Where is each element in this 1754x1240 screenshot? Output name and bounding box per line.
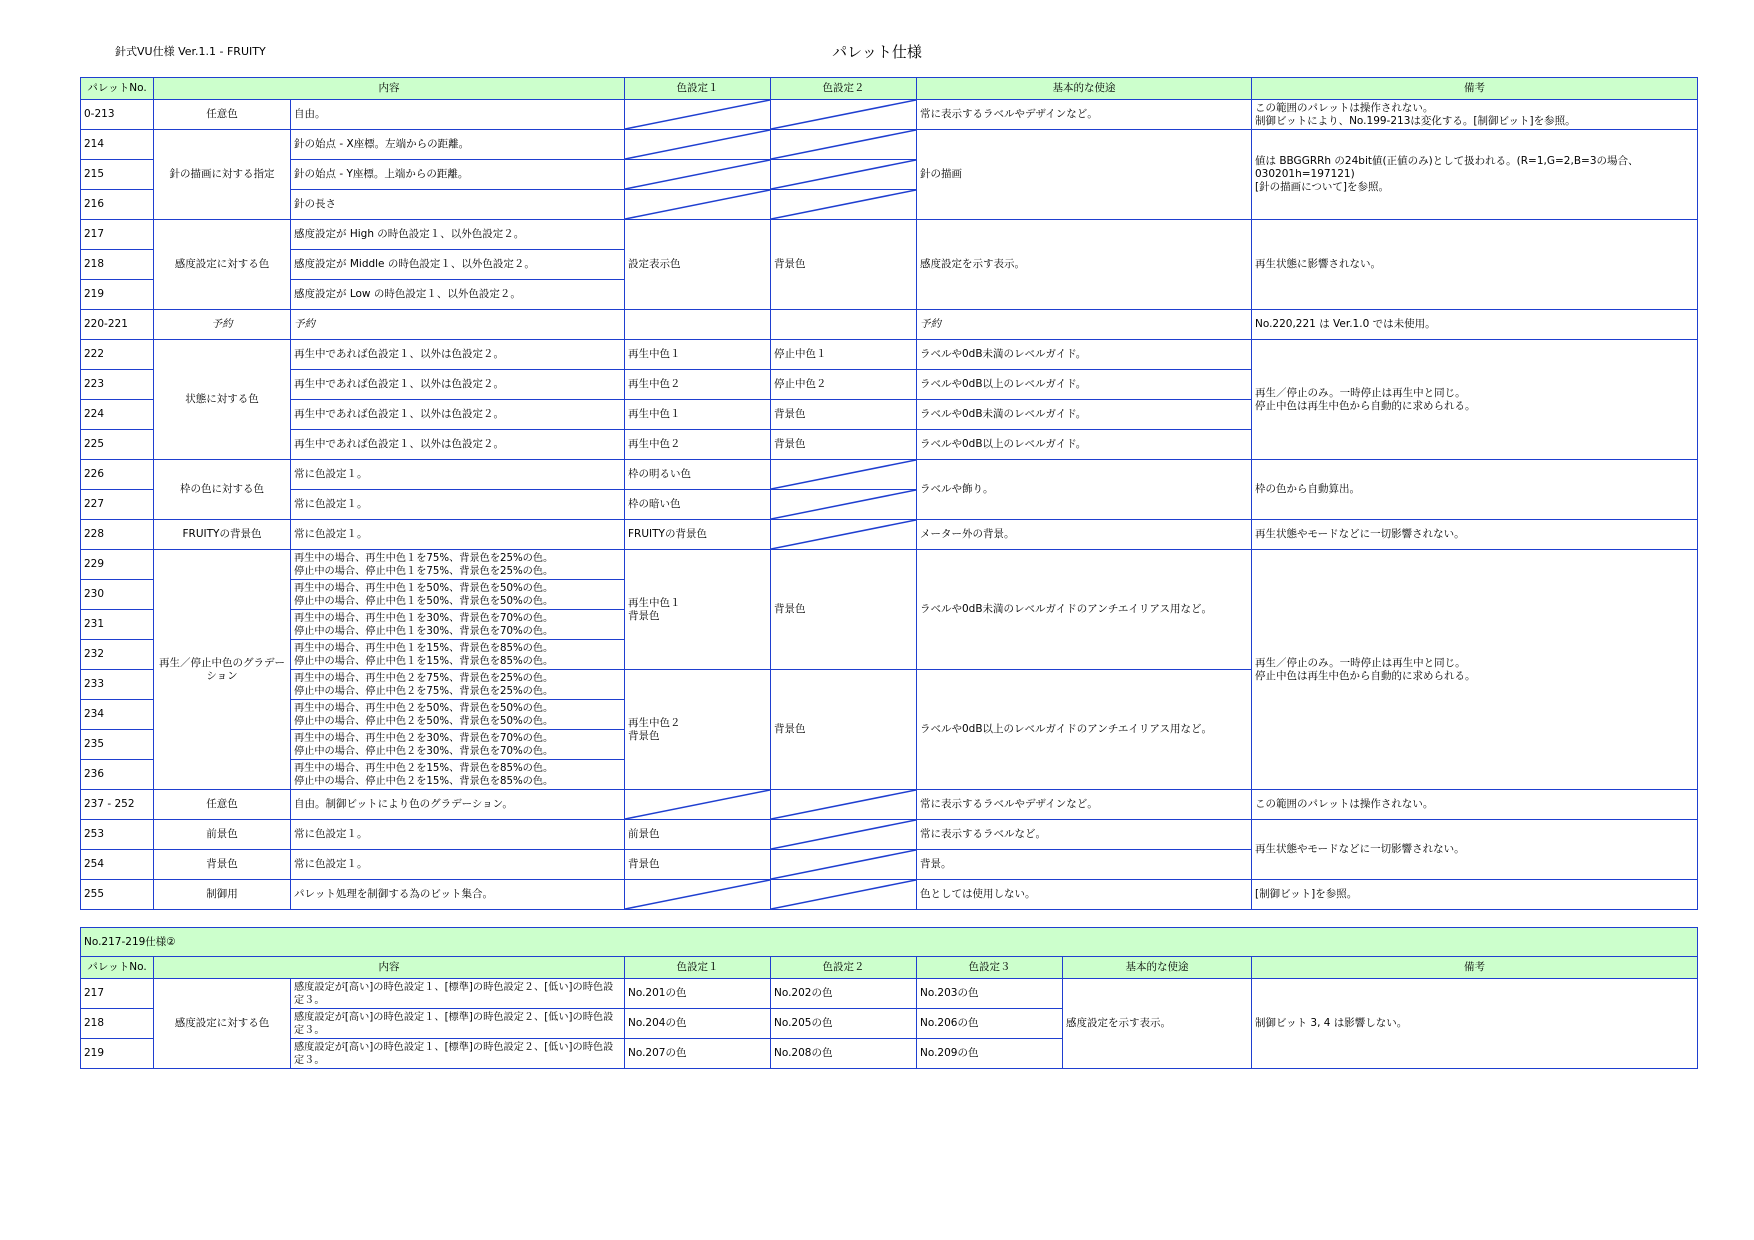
header-color-3: 色設定３: [917, 957, 1063, 979]
usage-cell: 背景。: [917, 850, 1252, 880]
usage-cell: 色としては使用しない。: [917, 880, 1252, 910]
table-row: [81, 550, 1698, 580]
remarks-cell: No.220,221 は Ver.1.0 では未使用。: [1252, 310, 1698, 340]
content-cell: 再生中の場合、再生中色２を75%、背景色を25%の色。 停止中の場合、停止中色２を75%、背景色を25%の色。: [291, 670, 625, 700]
color-2-cell: No.205の色: [771, 1009, 917, 1039]
palette-spec-table: [80, 77, 1698, 910]
group-label: 再生／停止中色のグラデーション: [154, 550, 291, 790]
content-cell: 常に色設定１。: [291, 460, 625, 490]
empty-cell: [625, 880, 771, 910]
usage-cell: ラベルや0dB未満のレベルガイド。: [917, 400, 1252, 430]
table-row: [81, 100, 1698, 130]
color-1-cell: No.201の色: [625, 979, 771, 1009]
usage-cell: 感度設定を示す表示。: [917, 220, 1252, 310]
remarks-cell: 再生／停止のみ。一時停止は再生中と同じ。 停止中色は再生中色から自動的に求められる。: [1252, 550, 1698, 790]
group-label: 感度設定に対する色: [154, 979, 291, 1069]
diagonal-line: [771, 520, 916, 549]
diagonal-line: [625, 190, 770, 219]
table-row: [81, 520, 1698, 550]
usage-cell: 感度設定を示す表示。: [1063, 979, 1252, 1069]
group-label: 前景色: [154, 820, 291, 850]
sensitivity-spec-table: [80, 927, 1698, 1069]
color-1-cell: 背景色: [625, 850, 771, 880]
empty-cell: [625, 130, 771, 160]
content-cell: 常に色設定１。: [291, 850, 625, 880]
diagonal-line: [625, 880, 770, 909]
table-title: No.217-219仕様②: [81, 928, 1698, 957]
color-1-cell: 再生中色２: [625, 430, 771, 460]
empty-cell: [771, 880, 917, 910]
usage-cell: ラベルや0dB未満のレベルガイド。: [917, 340, 1252, 370]
remarks-cell: 再生状態に影響されない。: [1252, 220, 1698, 310]
color-3-cell: No.209の色: [917, 1039, 1063, 1069]
page-title: パレット仕様: [832, 43, 922, 61]
color-1-cell: FRUITYの背景色: [625, 520, 771, 550]
palette-no: 218: [81, 1009, 154, 1039]
usage-cell: ラベルや飾り。: [917, 460, 1252, 520]
remarks-cell: 制御ビット 3, 4 は影響しない。: [1252, 979, 1698, 1069]
group-label: 枠の色に対する色: [154, 460, 291, 520]
palette-no: 253: [81, 820, 154, 850]
table-row: [81, 130, 1698, 160]
content-cell: 常に色設定１。: [291, 520, 625, 550]
palette-no: 230: [81, 580, 154, 610]
usage-cell: 常に表示するラベルやデザインなど。: [917, 790, 1252, 820]
palette-no: 215: [81, 160, 154, 190]
diagonal-line: [771, 130, 916, 159]
remarks-cell: 枠の色から自動算出。: [1252, 460, 1698, 520]
palette-no: 217: [81, 220, 154, 250]
usage-cell: 常に表示するラベルやデザインなど。: [917, 100, 1252, 130]
palette-no: 236: [81, 760, 154, 790]
palette-no: 216: [81, 190, 154, 220]
group-label: 背景色: [154, 850, 291, 880]
content-cell: 感度設定が Middle の時色設定１、以外色設定２。: [291, 250, 625, 280]
empty-cell: [625, 160, 771, 190]
empty-cell: [771, 100, 917, 130]
color-2-cell: 背景色: [771, 400, 917, 430]
diagonal-line: [771, 190, 916, 219]
table-row: [81, 460, 1698, 490]
group-label: FRUITYの背景色: [154, 520, 291, 550]
content-cell: 再生中であれば色設定１、以外は色設定２。: [291, 430, 625, 460]
palette-no: 235: [81, 730, 154, 760]
color-1-cell: 再生中色２ 背景色: [625, 670, 771, 790]
palette-no: 224: [81, 400, 154, 430]
group-label: 任意色: [154, 790, 291, 820]
color-1-cell: No.207の色: [625, 1039, 771, 1069]
empty-cell: [771, 850, 917, 880]
palette-no: 225: [81, 430, 154, 460]
content-cell: 感度設定が High の時色設定１、以外色設定２。: [291, 220, 625, 250]
header-usage: 基本的な使途: [1063, 957, 1252, 979]
diagonal-line: [625, 100, 770, 129]
table-row: [81, 880, 1698, 910]
palette-no: 222: [81, 340, 154, 370]
diagonal-line: [625, 790, 770, 819]
usage-cell: ラベルや0dB未満のレベルガイドのアンチエイリアス用など。: [917, 550, 1252, 670]
group-label: 針の描画に対する指定: [154, 130, 291, 220]
diagonal-line: [771, 790, 916, 819]
table-title-row: [81, 928, 1698, 957]
content-cell: 再生中の場合、再生中色１を30%、背景色を70%の色。 停止中の場合、停止中色１を30%、背景色を70%の色。: [291, 610, 625, 640]
palette-no: 255: [81, 880, 154, 910]
palette-no: 0-213: [81, 100, 154, 130]
empty-cell: [625, 310, 771, 340]
group-label: 状態に対する色: [154, 340, 291, 460]
palette-no: 229: [81, 550, 154, 580]
color-1-cell: 再生中色１ 背景色: [625, 550, 771, 670]
content-cell: 感度設定が Low の時色設定１、以外色設定２。: [291, 280, 625, 310]
table-row: [81, 979, 1698, 1009]
table-row: [81, 340, 1698, 370]
color-3-cell: No.206の色: [917, 1009, 1063, 1039]
color-2-cell: No.202の色: [771, 979, 917, 1009]
empty-cell: [771, 190, 917, 220]
color-1-cell: 再生中色２: [625, 370, 771, 400]
usage-cell: ラベルや0dB以上のレベルガイド。: [917, 370, 1252, 400]
diagonal-line: [625, 160, 770, 189]
palette-no: 228: [81, 520, 154, 550]
usage-cell: ラベルや0dB以上のレベルガイドのアンチエイリアス用など。: [917, 670, 1252, 790]
content-cell: 再生中の場合、再生中色２を50%、背景色を50%の色。 停止中の場合、停止中色２を50%、背景色を50%の色。: [291, 700, 625, 730]
table-row: [81, 820, 1698, 850]
header-content: 内容: [154, 957, 625, 979]
diagonal-line: [625, 130, 770, 159]
empty-cell: [771, 460, 917, 490]
usage-cell: 針の描画: [917, 130, 1252, 220]
content-cell: 再生中であれば色設定１、以外は色設定２。: [291, 340, 625, 370]
palette-no: 232: [81, 640, 154, 670]
empty-cell: [771, 490, 917, 520]
content-cell: 感度設定が[高い]の時色設定１、[標準]の時色設定２、[低い]の時色設定３。: [291, 1009, 625, 1039]
color-1-cell: No.204の色: [625, 1009, 771, 1039]
content-cell: パレット処理を制御する為のビット集合。: [291, 880, 625, 910]
empty-cell: [771, 520, 917, 550]
content-cell: 再生中であれば色設定１、以外は色設定２。: [291, 400, 625, 430]
header-usage: 基本的な使途: [917, 78, 1252, 100]
color-3-cell: No.203の色: [917, 979, 1063, 1009]
palette-no: 233: [81, 670, 154, 700]
usage-cell: 予約: [917, 310, 1252, 340]
content-cell: 針の始点 - Y座標。上端からの距離。: [291, 160, 625, 190]
palette-no: 231: [81, 610, 154, 640]
diagonal-line: [771, 850, 916, 879]
palette-no: 218: [81, 250, 154, 280]
header-color-2: 色設定２: [771, 957, 917, 979]
empty-cell: [771, 160, 917, 190]
empty-cell: [771, 310, 917, 340]
empty-cell: [625, 100, 771, 130]
empty-cell: [771, 820, 917, 850]
diagonal-line: [771, 490, 916, 519]
empty-cell: [625, 190, 771, 220]
color-2-cell: 背景色: [771, 550, 917, 670]
diagonal-line: [771, 160, 916, 189]
header-color-1: 色設定１: [625, 957, 771, 979]
header-remarks: 備考: [1252, 78, 1698, 100]
content-cell: 再生中の場合、再生中色２を15%、背景色を85%の色。 停止中の場合、停止中色２を15%、背景色を85%の色。: [291, 760, 625, 790]
color-2-cell: 停止中色１: [771, 340, 917, 370]
remarks-cell: [制御ビット]を参照。: [1252, 880, 1698, 910]
header-color-1: 色設定１: [625, 78, 771, 100]
remarks-cell: 再生／停止のみ。一時停止は再生中と同じ。 停止中色は再生中色から自動的に求められる。: [1252, 340, 1698, 460]
table-header-row: [81, 957, 1698, 979]
palette-no: 219: [81, 1039, 154, 1069]
content-cell: 再生中の場合、再生中色１を50%、背景色を50%の色。 停止中の場合、停止中色１を50%、背景色を50%の色。: [291, 580, 625, 610]
color-1-cell: 再生中色１: [625, 400, 771, 430]
content-cell: 自由。: [291, 100, 625, 130]
empty-cell: [771, 790, 917, 820]
diagonal-line: [771, 820, 916, 849]
header-palette-no: パレットNo.: [81, 957, 154, 979]
usage-cell: ラベルや0dB以上のレベルガイド。: [917, 430, 1252, 460]
table-row: [81, 790, 1698, 820]
palette-no: 237 - 252: [81, 790, 154, 820]
palette-no: 219: [81, 280, 154, 310]
color-1-cell: 枠の暗い色: [625, 490, 771, 520]
color-2-cell: 背景色: [771, 430, 917, 460]
content-cell: 常に色設定１。: [291, 490, 625, 520]
group-label: 感度設定に対する色: [154, 220, 291, 310]
diagonal-line: [771, 100, 916, 129]
content-cell: 再生中の場合、再生中色１を75%、背景色を25%の色。 停止中の場合、停止中色１を75%、背景色を25%の色。: [291, 550, 625, 580]
remarks-cell: 再生状態やモードなどに一切影響されない。: [1252, 820, 1698, 880]
content-cell: 針の長さ: [291, 190, 625, 220]
palette-no: 226: [81, 460, 154, 490]
content-cell: 感度設定が[高い]の時色設定１、[標準]の時色設定２、[低い]の時色設定３。: [291, 979, 625, 1009]
color-1-cell: 枠の明るい色: [625, 460, 771, 490]
content-cell: 再生中であれば色設定１、以外は色設定２。: [291, 370, 625, 400]
document-version-label: 針式VU仕様 Ver.1.1 - FRUITY: [115, 45, 266, 58]
content-cell: 再生中の場合、再生中色２を30%、背景色を70%の色。 停止中の場合、停止中色２を30%、背景色を70%の色。: [291, 730, 625, 760]
color-1-cell: 再生中色１: [625, 340, 771, 370]
content-cell: 常に色設定１。: [291, 820, 625, 850]
palette-no: 254: [81, 850, 154, 880]
palette-no: 234: [81, 700, 154, 730]
empty-cell: [625, 790, 771, 820]
remarks-cell: 再生状態やモードなどに一切影響されない。: [1252, 520, 1698, 550]
content-cell: 再生中の場合、再生中色１を15%、背景色を85%の色。 停止中の場合、停止中色１を15%、背景色を85%の色。: [291, 640, 625, 670]
palette-no: 223: [81, 370, 154, 400]
palette-no: 217: [81, 979, 154, 1009]
header-palette-no: パレットNo.: [81, 78, 154, 100]
color-2-cell: 背景色: [771, 220, 917, 310]
group-label: 任意色: [154, 100, 291, 130]
diagonal-line: [771, 880, 916, 909]
usage-cell: 常に表示するラベルなど。: [917, 820, 1252, 850]
diagonal-line: [771, 460, 916, 489]
palette-no: 214: [81, 130, 154, 160]
content-cell: 予約: [291, 310, 625, 340]
header-content: 内容: [154, 78, 625, 100]
content-cell: 自由。制御ビットにより色のグラデーション。: [291, 790, 625, 820]
remarks-cell: この範囲のパレットは操作されない。: [1252, 790, 1698, 820]
content-cell: 感度設定が[高い]の時色設定１、[標準]の時色設定２、[低い]の時色設定３。: [291, 1039, 625, 1069]
color-2-cell: No.208の色: [771, 1039, 917, 1069]
color-1-cell: 設定表示色: [625, 220, 771, 310]
remarks-cell: この範囲のパレットは操作されない。 制御ビットにより、No.199-213は変化する。[制御ビット]を参照。: [1252, 100, 1698, 130]
group-label: 制御用: [154, 880, 291, 910]
header-remarks: 備考: [1252, 957, 1698, 979]
table-row: [81, 220, 1698, 250]
palette-no: 227: [81, 490, 154, 520]
group-label: 予約: [154, 310, 291, 340]
color-2-cell: 背景色: [771, 670, 917, 790]
header-color-2: 色設定２: [771, 78, 917, 100]
remarks-cell: 値は BBGGRRh の24bit値(正値のみ)として扱われる。(R=1,G=2,B=3の場合、030201h=197121) [針の描画について]を参照。: [1252, 130, 1698, 220]
empty-cell: [771, 130, 917, 160]
usage-cell: メーター外の背景。: [917, 520, 1252, 550]
table-row: [81, 310, 1698, 340]
content-cell: 針の始点 - X座標。左端からの距離。: [291, 130, 625, 160]
table-header-row: [81, 78, 1698, 100]
color-2-cell: 停止中色２: [771, 370, 917, 400]
color-1-cell: 前景色: [625, 820, 771, 850]
palette-no: 220-221: [81, 310, 154, 340]
